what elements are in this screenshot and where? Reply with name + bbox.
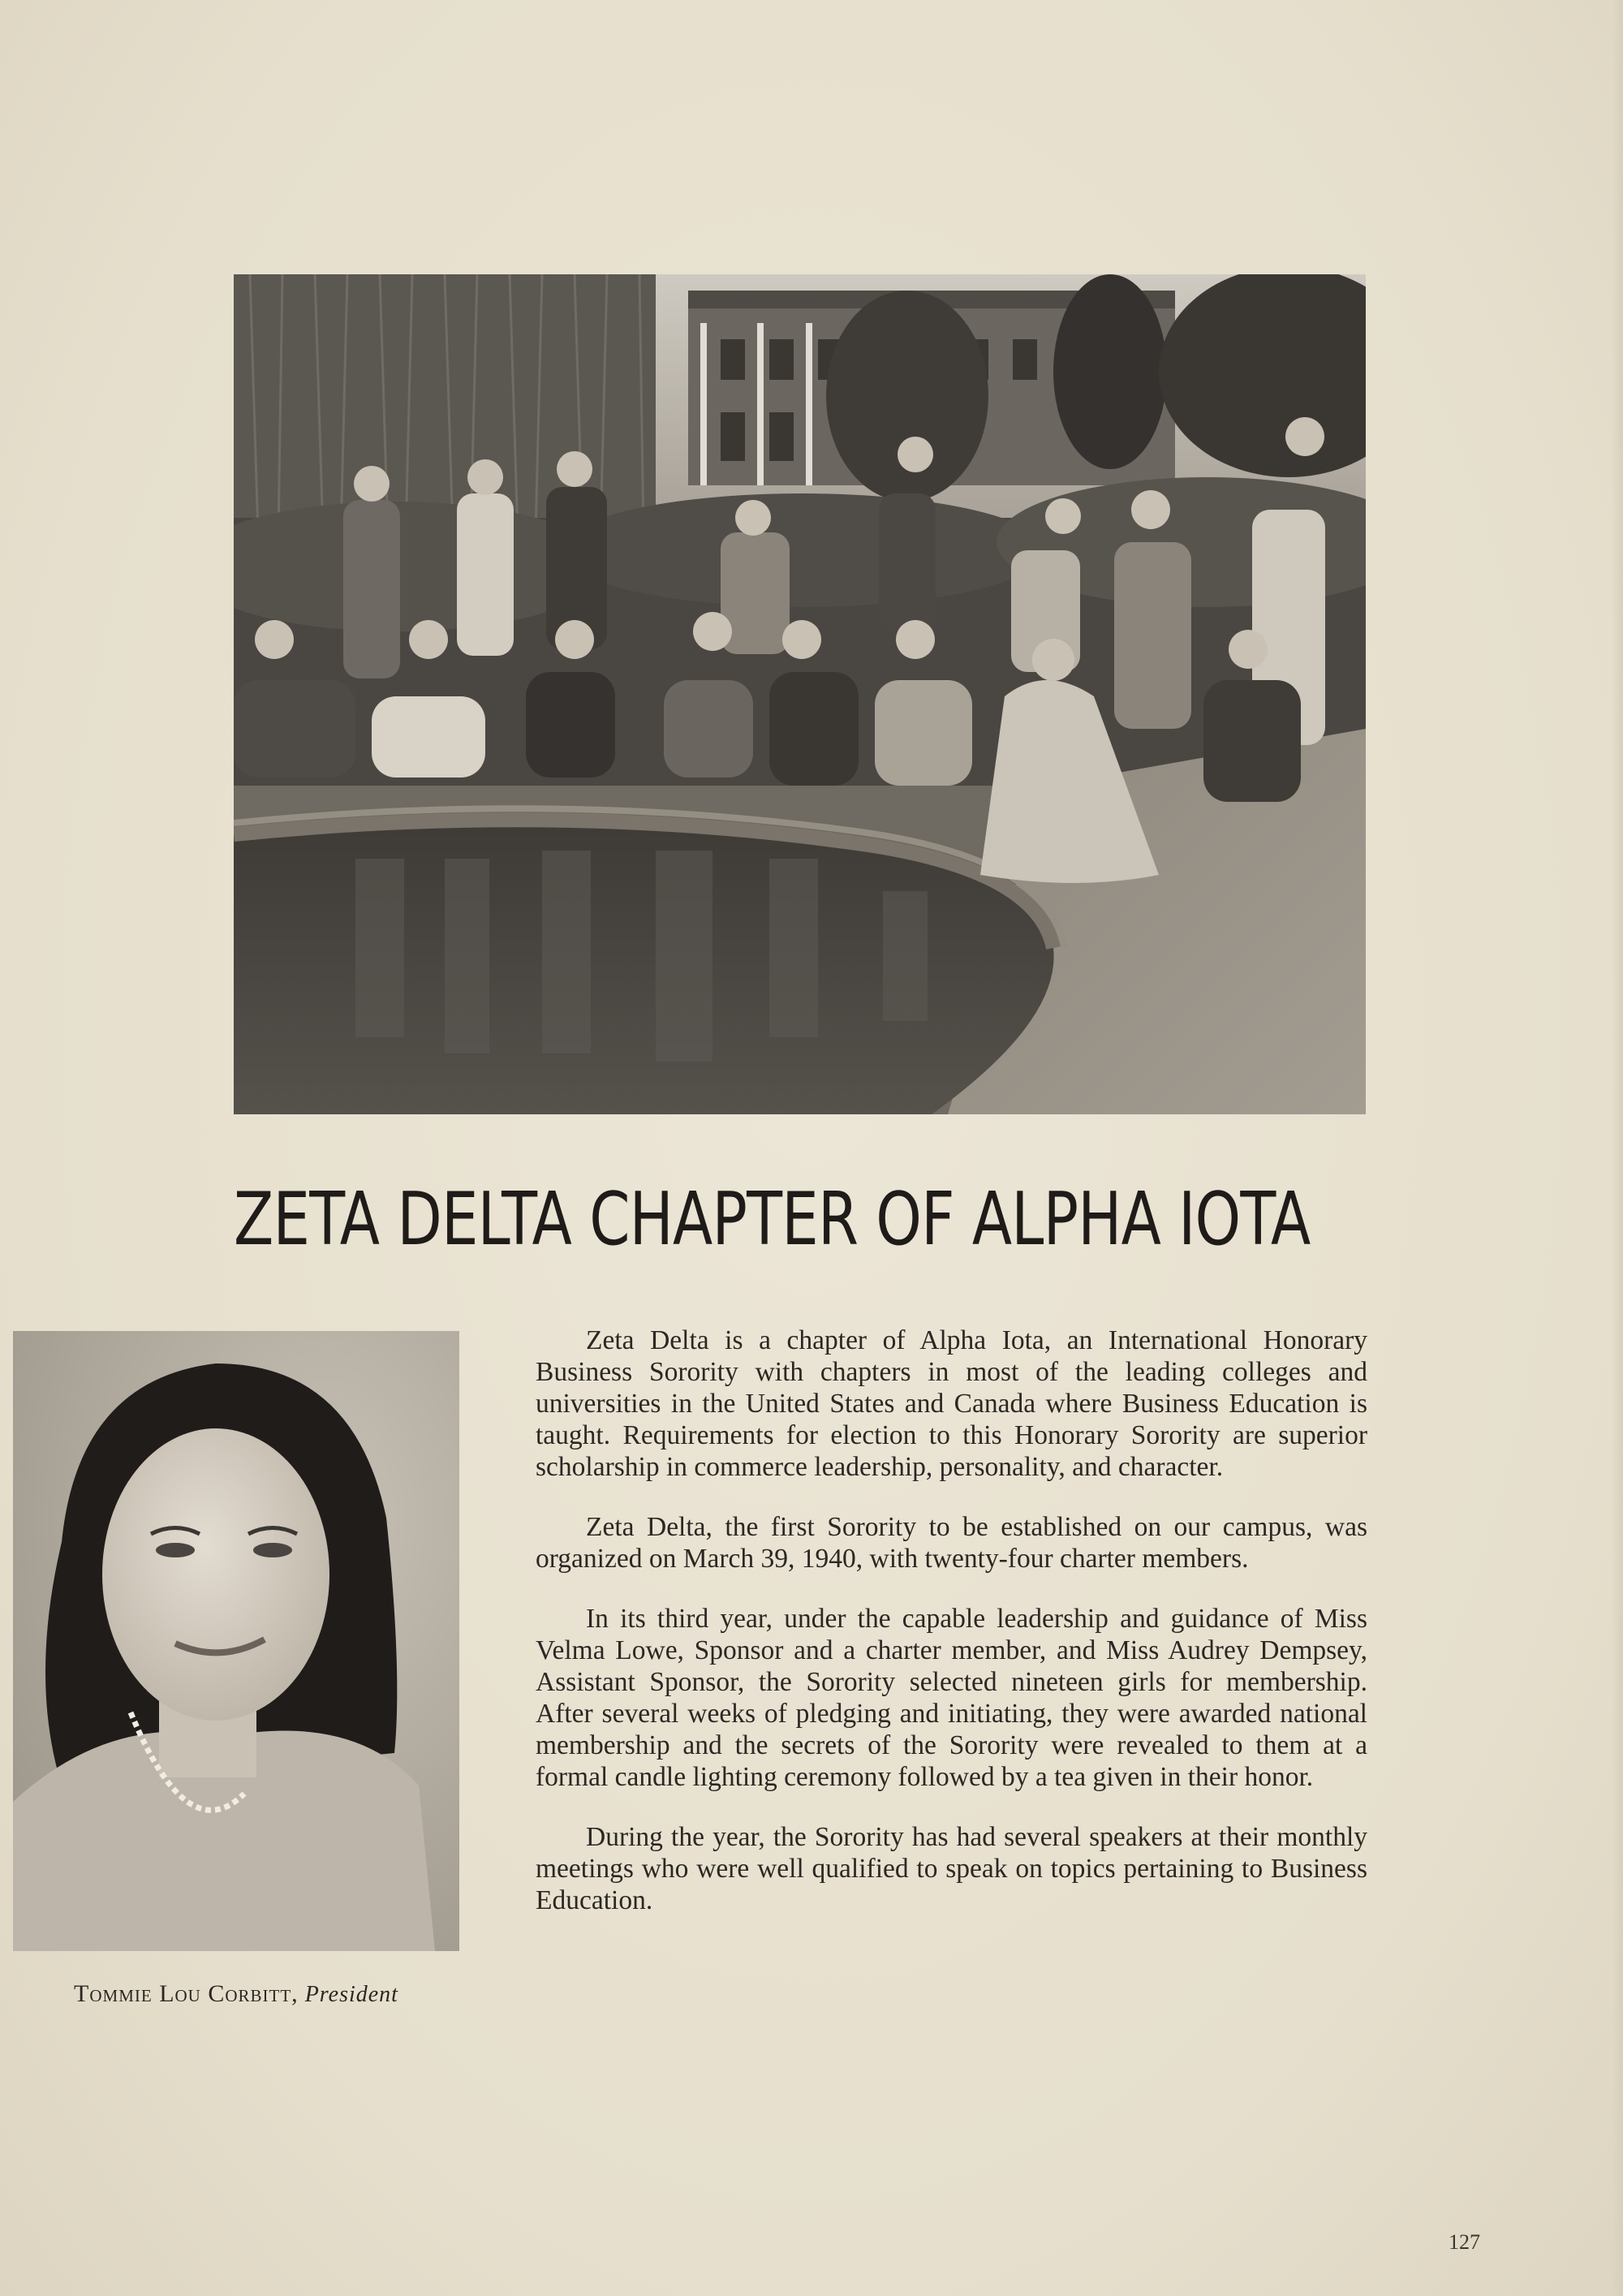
paragraph-4: During the year, the Sorority has had several speakers at their monthly meetings who were well qualified to speak on topics pertaining to Business Education. xyxy=(536,1822,1367,1915)
president-portrait xyxy=(13,1331,459,1951)
article-body xyxy=(536,1325,1367,1945)
caption-name: Tommie Lou Corbitt, xyxy=(74,1980,299,2007)
paragraph-3: In its third year, under the capable leadership and guidance of Miss Velma Lowe, Sponsor and a charter member, and Miss Audrey Dempsey, Assistant Sponsor, the Sorority selected nineteen girls for membership. After several weeks of pledging and initiating, they were awarded national membership and the secrets of the Sorority were revealed to them at a formal candle lighting ceremony followed by a tea given in their honor. xyxy=(536,1604,1367,1792)
chapter-heading: ZETA DELTA CHAPTER OF ALPHA IOTA xyxy=(234,1177,1311,1262)
portrait-caption xyxy=(13,1980,459,2008)
group-photograph xyxy=(234,274,1366,1114)
caption-title: President xyxy=(304,1982,398,2007)
page-edge-shadow xyxy=(1612,0,1623,2296)
paragraph-1: Zeta Delta is a chapter of Alpha Iota, an International Honorary Business Sorority with chapters in most of the leading colleges and universities in the United States and Canada where Business Education is taught. Requirements for election to this Honorary Sorority are superior scholarship in commerce leadership, personality, and character. xyxy=(536,1325,1367,1482)
page-number: 127 xyxy=(1449,2230,1480,2254)
paragraph-2: Zeta Delta, the first Sorority to be established on our campus, was organized on March 39, 1940, with twenty-four charter members. xyxy=(536,1512,1367,1574)
